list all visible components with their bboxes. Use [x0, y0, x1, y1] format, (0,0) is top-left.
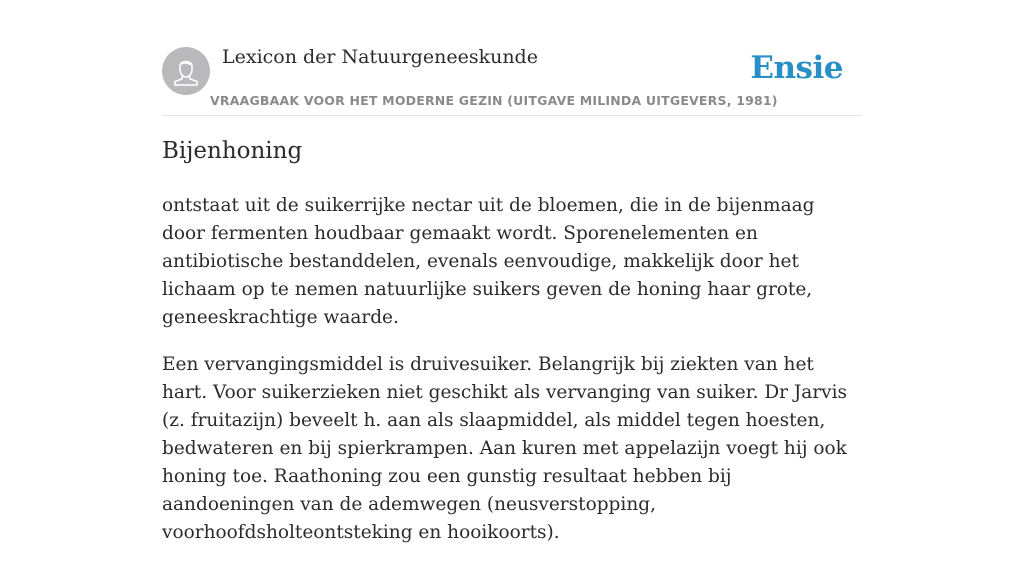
entry-paragraph: ontstaat uit de suikerrijke nectar uit de bloemen, die in de bijenmaag door fermenten houdbaar gemaakt wordt. Sporenelementen en antibiotische bestanddelen, evenals eenvoudige, makkelijk door het lichaam op te nemen natuurlijke suikers geven de honing haar grote, geneeskrachtige waarde.	[162, 195, 815, 328]
entry-paragraph: Een vervangingsmiddel is druivesuiker. Belangrijk bij ziekten van het hart. Voor suikerzieken niet geschikt als vervanging van suiker. Dr Jarvis (z. fruitazijn) beveelt h. aan als slaapmiddel, als middel tegen hoesten, bedwateren en bij spierkrampen. Aan kuren met appelazijn voegt hij ook honing toe. Raathoning zou een gunstig resultaat hebben bij aandoeningen van de ademwegen (neusverstopping, voorhoofdsholteontsteking en hooikoorts).	[162, 354, 848, 543]
source-title[interactable]: Lexicon der Natuurgeneeskunde	[222, 46, 538, 68]
source-subtitle: VRAAGBAAK VOOR HET MODERNE GEZIN (UITGAVE MILINDA UITGEVERS, 1981)	[210, 93, 778, 108]
user-icon[interactable]	[162, 47, 210, 95]
source-header	[162, 40, 862, 116]
entry-body	[162, 192, 852, 566]
entry-title: Bijenhoning	[162, 138, 303, 164]
brand-logo[interactable]: Ensie	[750, 50, 843, 86]
